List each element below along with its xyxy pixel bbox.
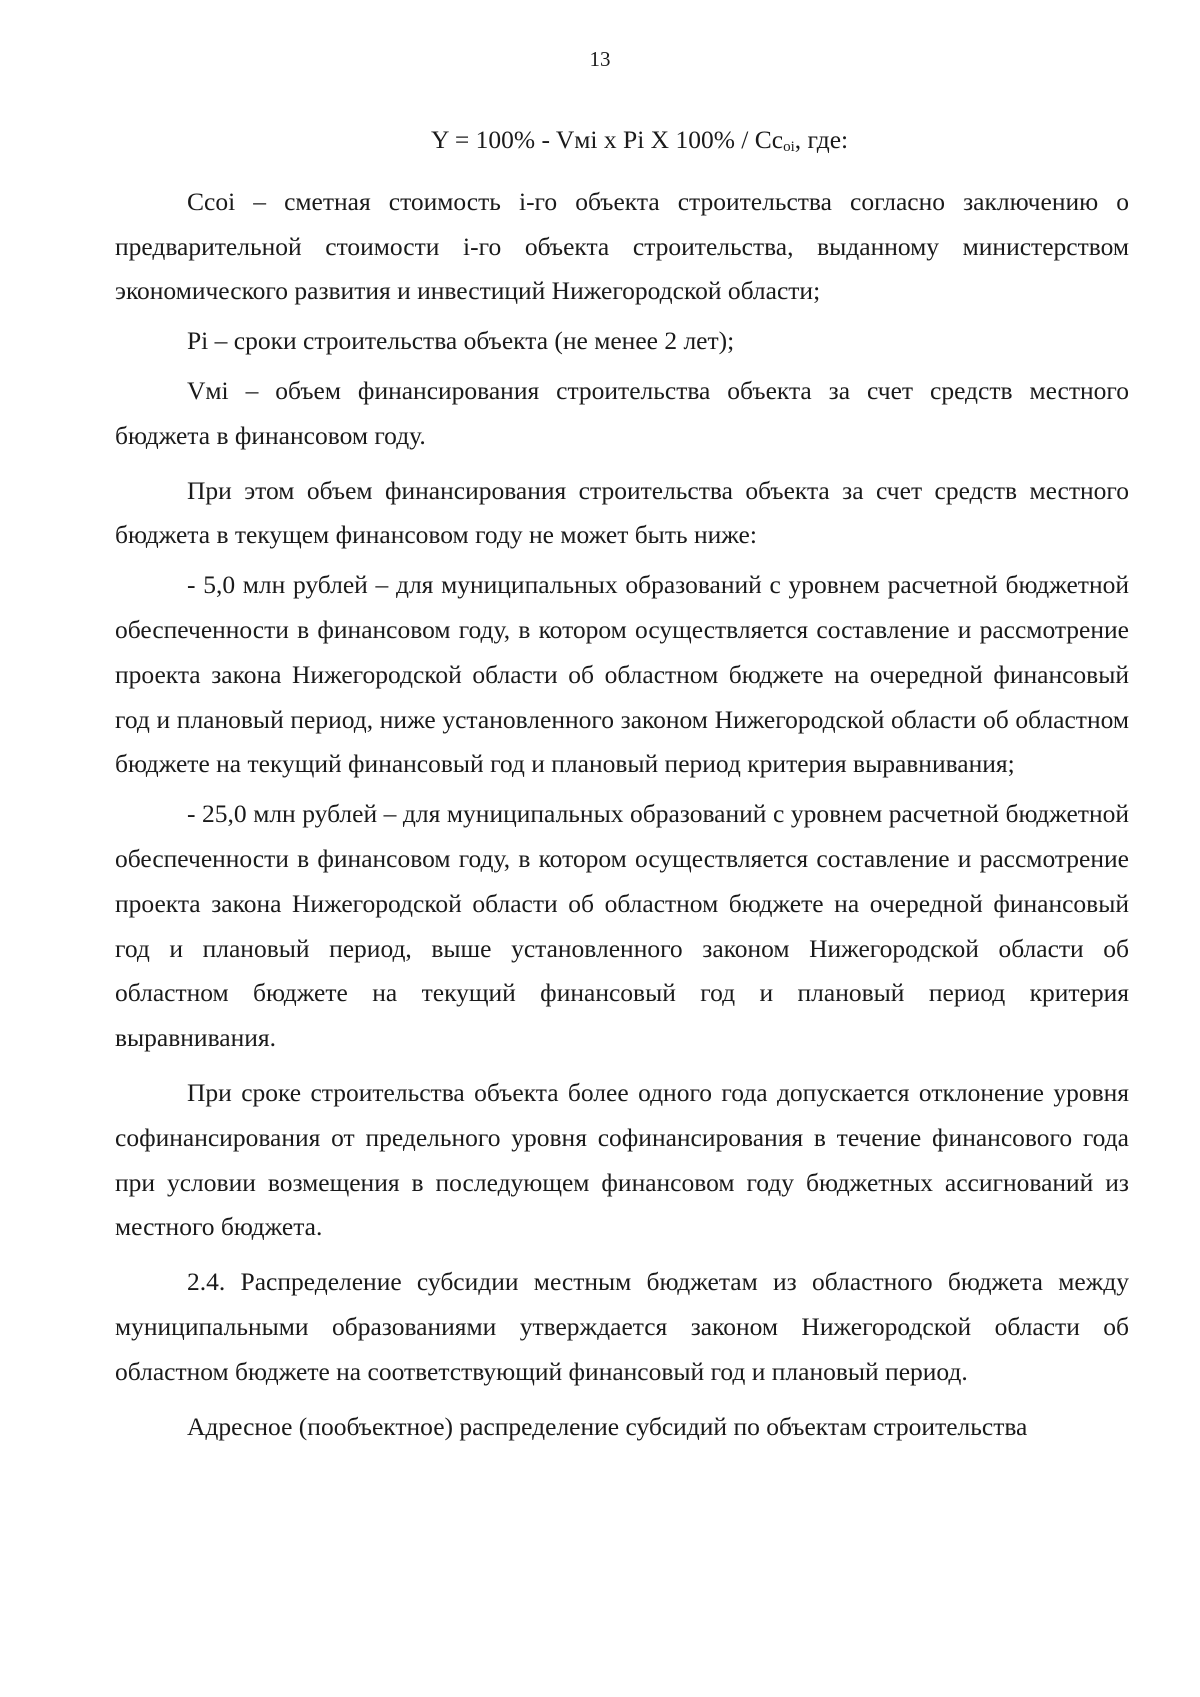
- formula-tail: , где:: [794, 125, 849, 154]
- list-item-25-million: - 25,0 млн рублей – для муниципальных образований с уровнем расчетной бюджетной обеспеченности в финансовом году, в котором осуществляется составление и рассмотрение проекта закона Нижегородской области об областном бюджете на очередной финансовый год и плановый период, выше установленного законом Нижегородской области об областном бюджете на текущий финансовый год и плановый период критерия выравнивания.: [115, 799, 1129, 1053]
- paragraph-address-distribution: Адресное (пообъектное) распределение субсидий по объектам строительства: [187, 1411, 1028, 1441]
- paragraph-cofinancing-deviation: При сроке строительства объекта более одного года допускается отклонение уровня софинансирования от предельного уровня софинансирования в течение финансового года при условии возмещения в последующем финансовом году бюджетных ассигнований из местного бюджета.: [115, 1077, 1129, 1242]
- paragraph-pi-definition: Pi – сроки строительства объекта (не менее 2 лет);: [187, 326, 735, 356]
- document-body: [115, 118, 1129, 1449]
- paragraph-financing-minimum: При этом объем финансирования строительства объекта за счет средств местного бюджета в текущем финансовом году не может быть ниже:: [115, 475, 1129, 550]
- formula: [115, 118, 1129, 163]
- list-item-5-million: - 5,0 млн рублей – для муниципальных образований с уровнем расчетной бюджетной обеспеченности в финансовом году, в котором осуществляется составление и рассмотрение проекта закона Нижегородской области об областном бюджете на очередной финансовый год и плановый период, ниже установленного законом Нижегородской области об областном бюджете на текущий финансовый год и плановый период критерия выравнивания;: [115, 570, 1129, 779]
- formula-subscript: oi: [783, 139, 795, 155]
- page-number: 13: [589, 47, 611, 71]
- paragraph-ccoi-definition: Ccoi – сметная стоимость i-го объекта строительства согласно заключению о предварительной стоимости i-го объекта строительства, выданному министерством экономического развития и инвестиций Нижегородской области;: [115, 186, 1129, 306]
- formula-main: Y = 100% - Vмi x Pi X 100% / Cc: [431, 125, 784, 154]
- paragraph-section-2-4: 2.4. Распределение субсидии местным бюджетам из областного бюджета между муниципальными образованиями утверждается законом Нижегородской области об областном бюджете на соответствующий финансовый год и плановый период.: [115, 1267, 1129, 1386]
- paragraph-vmi-definition: Vмi – объем финансирования строительства объекта за счет средств местного бюджета в финансовом году.: [115, 375, 1129, 450]
